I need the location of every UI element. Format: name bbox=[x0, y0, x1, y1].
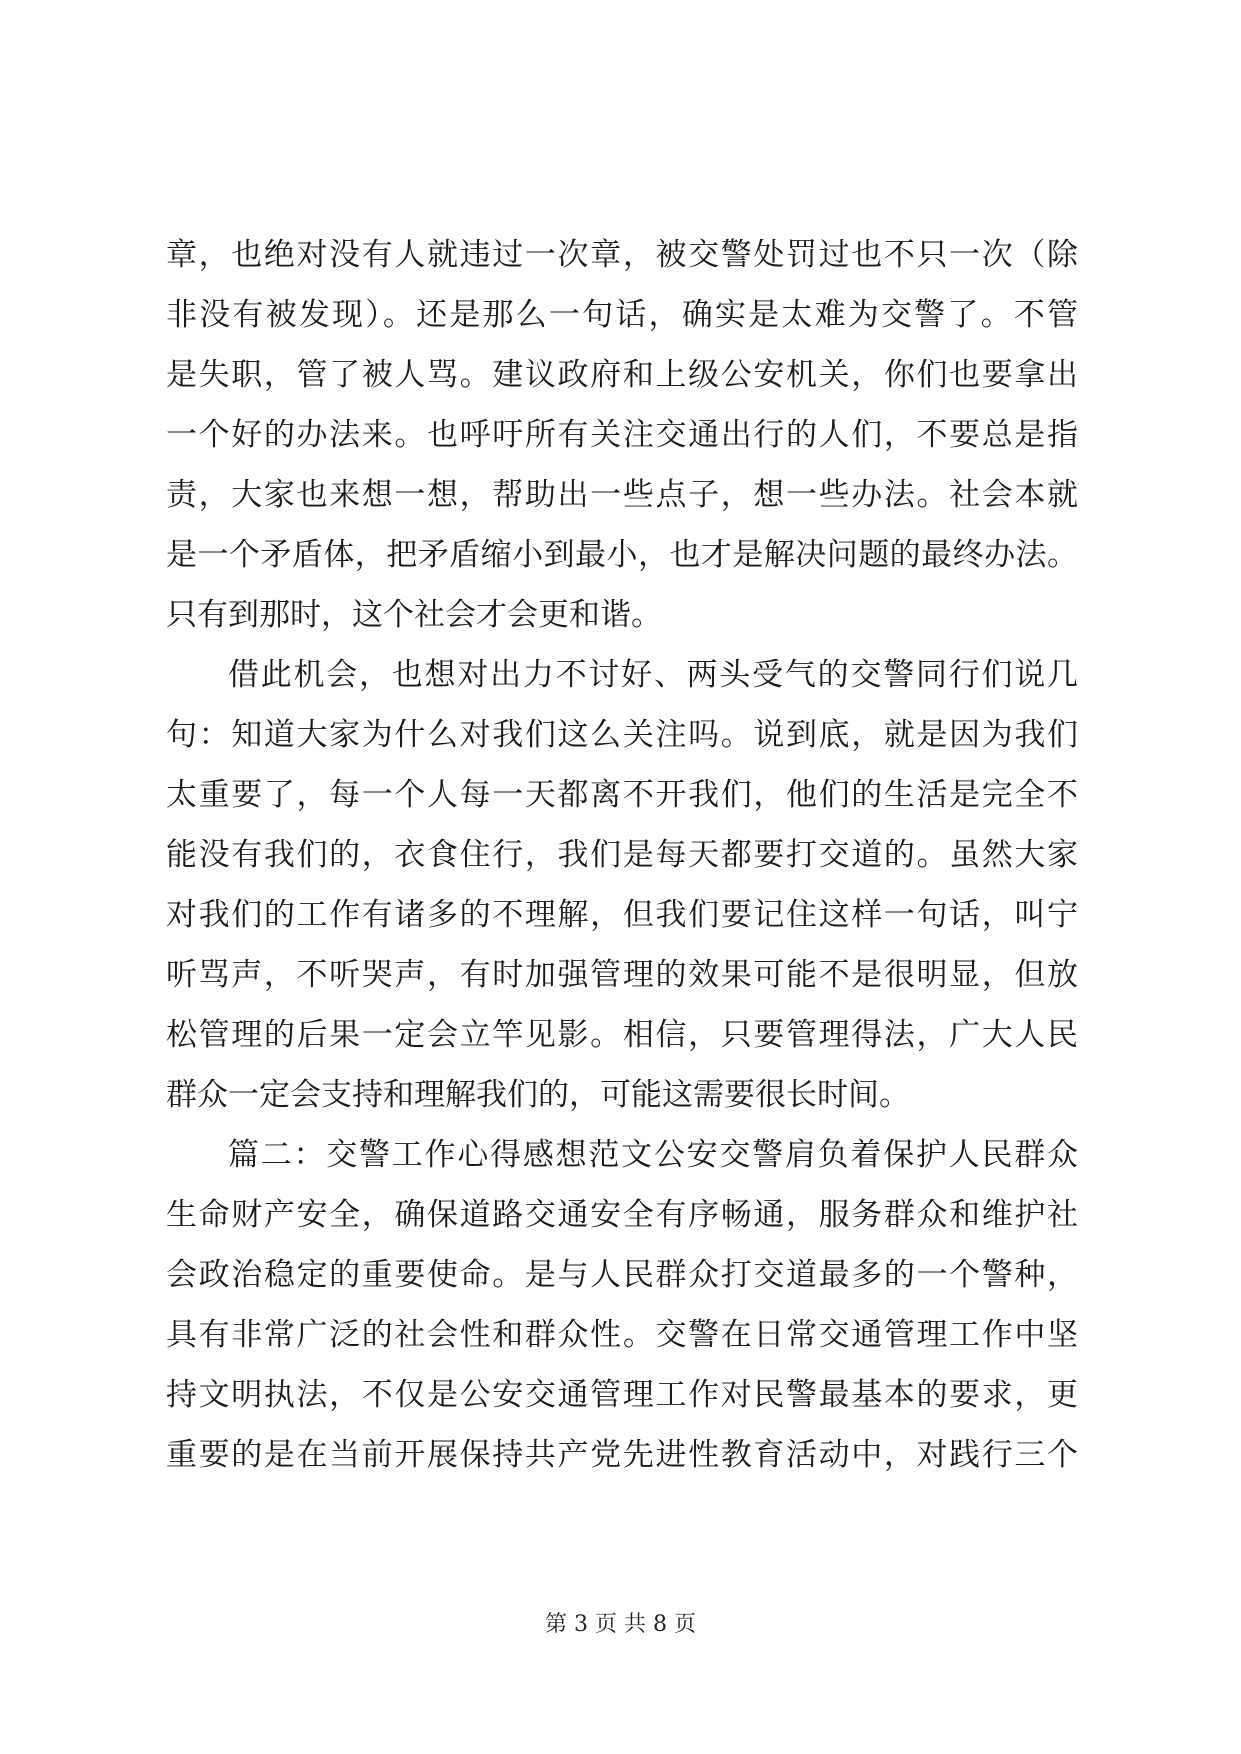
text-line: 具有非常广泛的社会性和群众性。交警在日常交通管理工作中坚 bbox=[166, 1317, 1078, 1353]
page-number-footer: 第 3 页 共 8 页 bbox=[545, 1612, 696, 1637]
text-line: 只有到那时，这个社会才会更和谐。 bbox=[166, 597, 662, 633]
text-line: 重要的是在当前开展保持共产党先进性教育活动中，对践行三个 bbox=[166, 1437, 1078, 1473]
text-line: 松管理的后果一定会立竿见影。相信，只要管理得法，广大人民 bbox=[166, 1017, 1078, 1053]
text-line: 是一个矛盾体，把矛盾缩小到最小，也才是解决问题的最终办法。 bbox=[166, 537, 1078, 573]
text-line: 非没有被发现）。还是那么一句话，确实是太难为交警了。不管 bbox=[166, 297, 1078, 333]
text-line: 借此机会，也想对出力不讨好、两头受气的交警同行们说几 bbox=[228, 657, 1078, 693]
text-line: 一个好的办法来。也呼吁所有关注交通出行的人们，不要总是指 bbox=[166, 417, 1078, 453]
text-line: 是失职，管了被人骂。建议政府和上级公安机关，你们也要拿出 bbox=[166, 357, 1078, 393]
text-line: 篇二：交警工作心得感想范文公安交警肩负着保护人民群众 bbox=[228, 1137, 1078, 1173]
text-line: 持文明执法，不仅是公安交通管理工作对民警最基本的要求，更 bbox=[166, 1377, 1078, 1413]
text-line: 责，大家也来想一想，帮助出一些点子，想一些办法。社会本就 bbox=[166, 477, 1078, 513]
text-line: 会政治稳定的重要使命。是与人民群众打交道最多的一个警种， bbox=[166, 1257, 1078, 1293]
body-text bbox=[166, 225, 1078, 1485]
text-line: 句：知道大家为什么对我们这么关注吗。说到底，就是因为我们 bbox=[166, 717, 1078, 753]
text-line: 太重要了，每一个人每一天都离不开我们，他们的生活是完全不 bbox=[166, 777, 1078, 813]
text-line: 章，也绝对没有人就违过一次章，被交警处罚过也不只一次（除 bbox=[166, 237, 1078, 273]
text-line: 生命财产安全，确保道路交通安全有序畅通，服务群众和维护社 bbox=[166, 1197, 1078, 1233]
text-line: 能没有我们的，衣食住行，我们是每天都要打交道的。虽然大家 bbox=[166, 837, 1078, 873]
text-line: 群众一定会支持和理解我们的，可能这需要很长时间。 bbox=[166, 1077, 910, 1113]
text-line: 听骂声，不听哭声，有时加强管理的效果可能不是很明显，但放 bbox=[166, 957, 1078, 993]
text-line: 对我们的工作有诸多的不理解，但我们要记住这样一句话，叫宁 bbox=[166, 897, 1078, 933]
